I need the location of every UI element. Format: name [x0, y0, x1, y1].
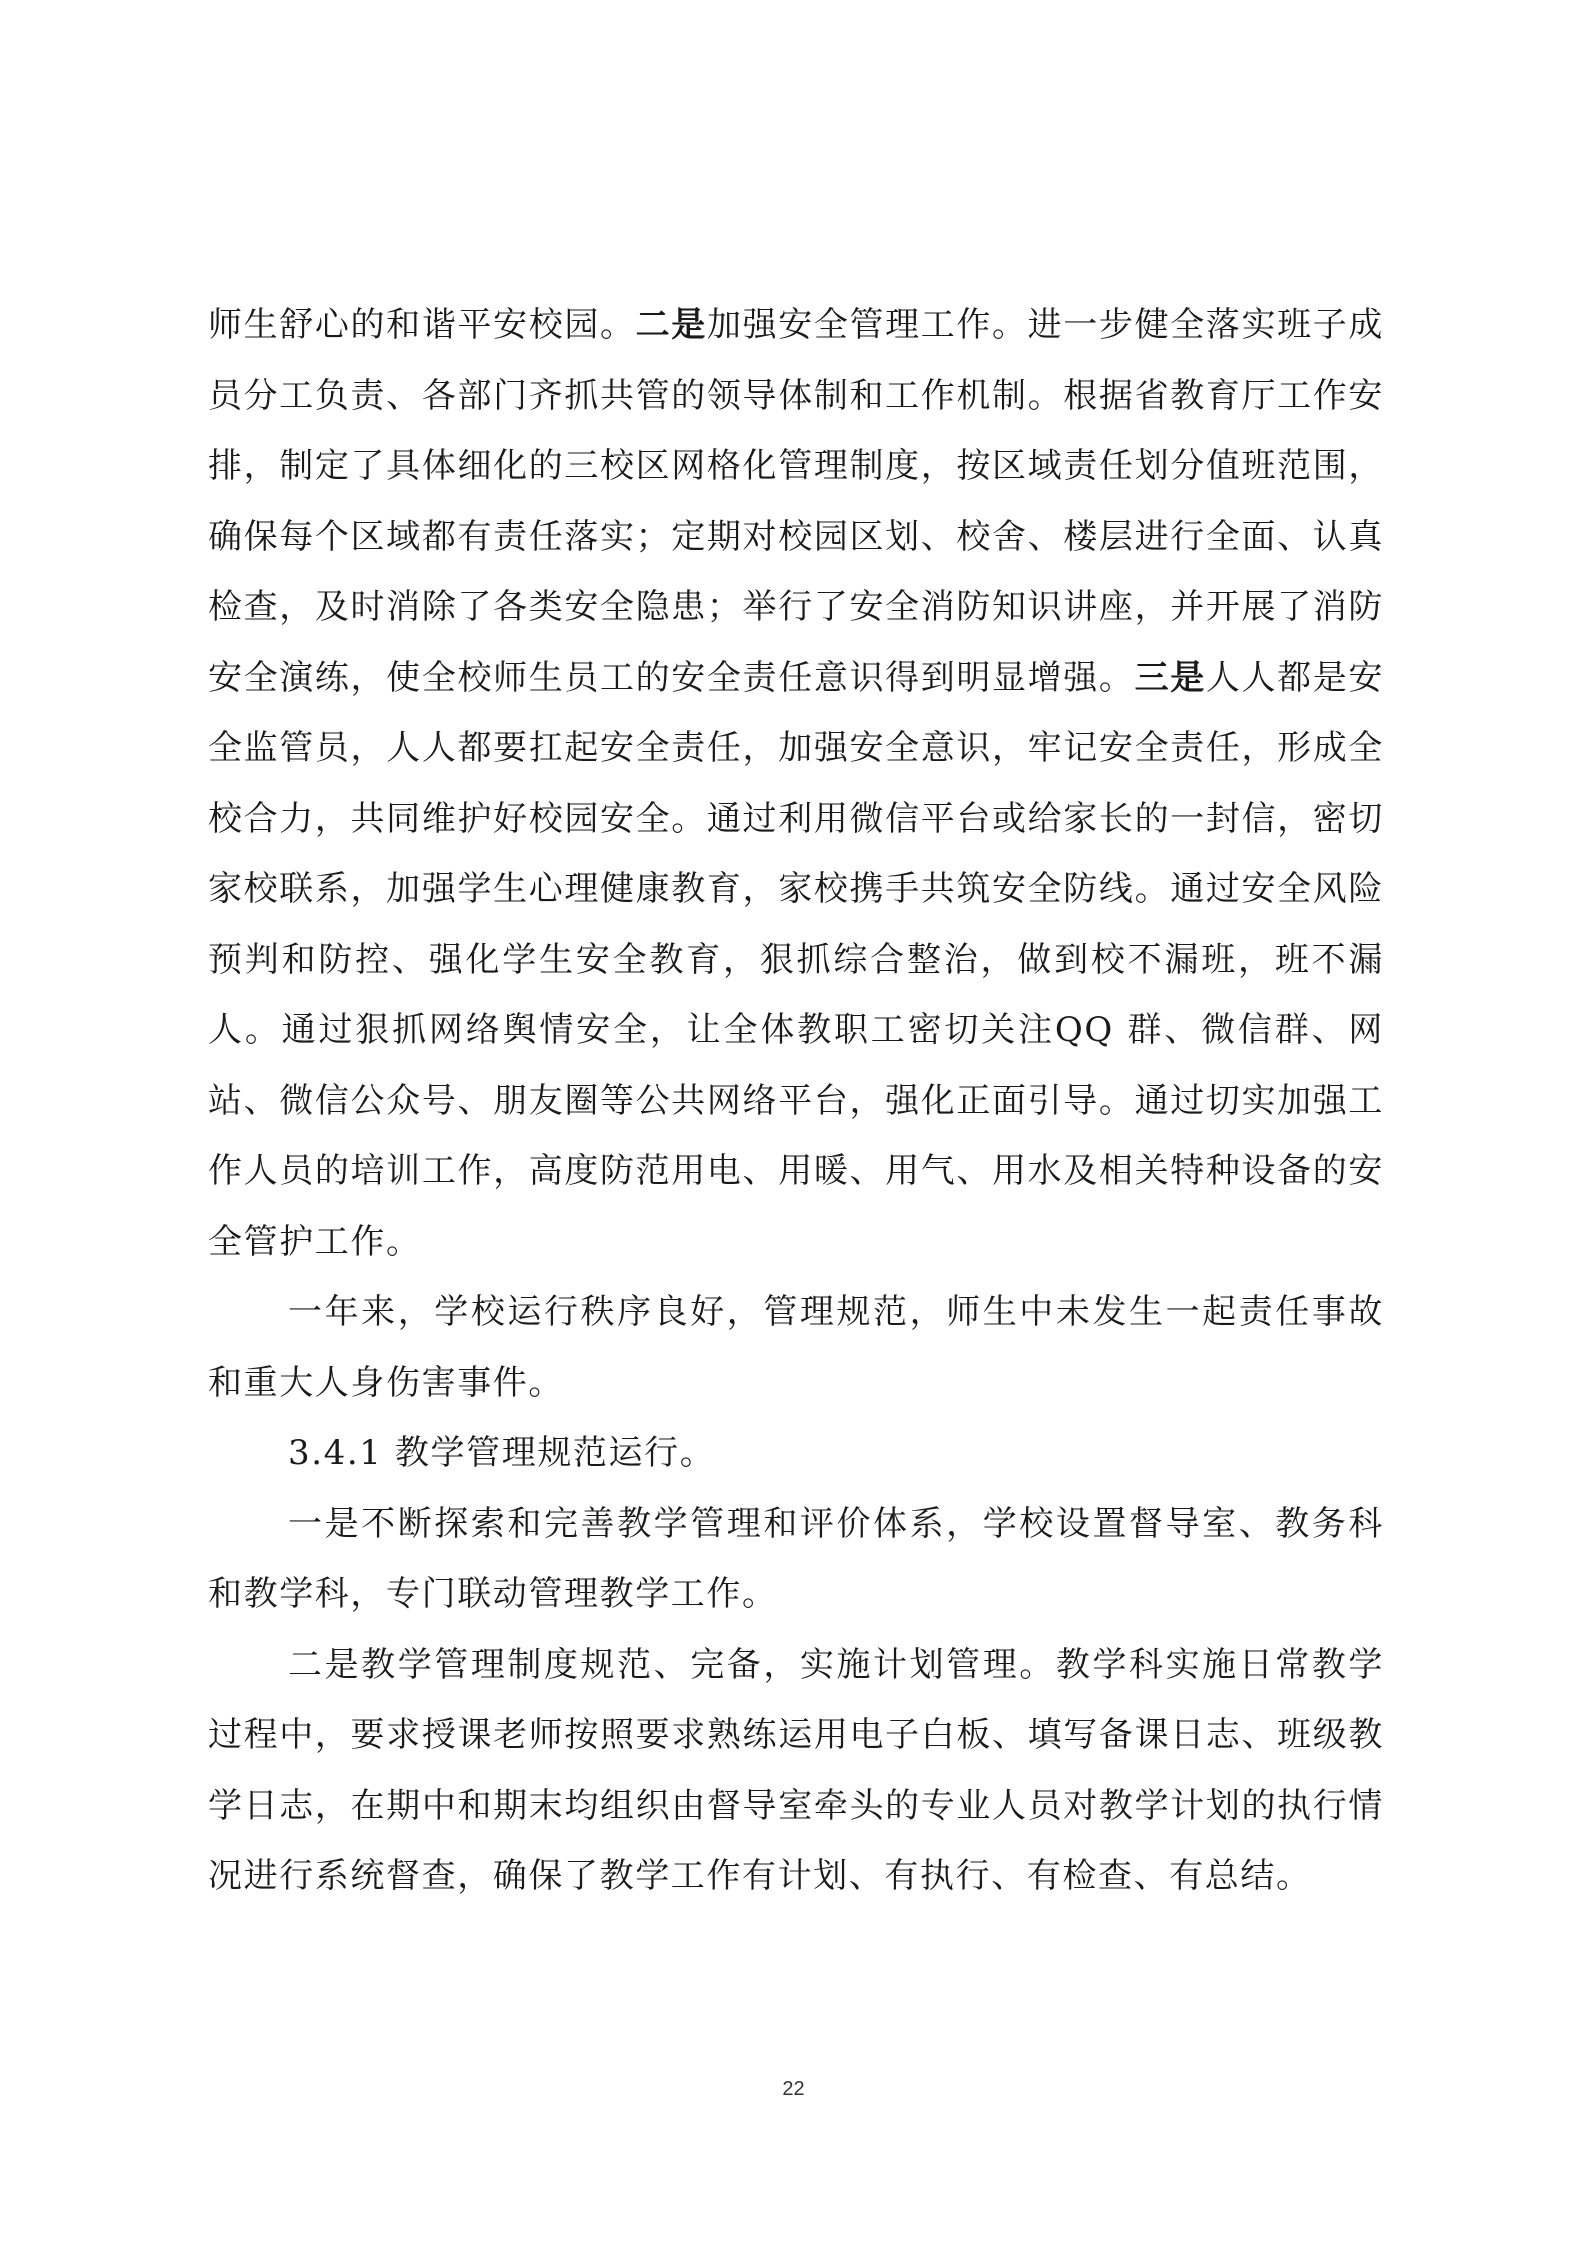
- text-segment: 加强安全管理工作。进一步健全落实班子成员分工负责、各部门齐抓共管的领导体制和工作机制。根据省教育厅工作安排，制定了具体细化的三校区网格化管理制度，按区域责任划分值班范围，确保每个区域都有责任落实；定期对校园区划、校舍、楼层进行全面、认真检查，及时消除了各类安全隐患；举行了安全消防知识讲座，并开展了消防安全演练，使全校师生员工的安全责任意识得到明显增强。: [208, 305, 1385, 698]
- section-heading-3-4-1: [208, 1418, 1384, 1489]
- text-segment: 二是教学管理制度规范、完备，实施计划管理。教学科实施日常教学过程中，要求授课老师按照要求熟练运用电子白板、填写备课日志、班级教学日志，在期中和期末均组织由督导室牵头的专业人员对教学计划的执行情况进行系统督查，确保了教学工作有计划、有执行、有检查、有总结。: [208, 1644, 1384, 1896]
- text-segment: 师生舒心的和谐平安校园。: [208, 305, 636, 345]
- paragraph-teaching-management: [208, 1630, 1384, 1912]
- document-body: [208, 290, 1384, 1912]
- paragraph-safety-management: [208, 290, 1384, 1277]
- page-number: 22: [782, 2078, 805, 2100]
- paragraph-evaluation-system: [208, 1489, 1384, 1630]
- text-segment: 人人都是安全监管员，人人都要扛起安全责任，加强安全意识，牢记安全责任，形成全校合力，共同维护好校园安全。通过利用微信平台或给家长的一封信，密切家校联系，加强学生心理健康教育，家校携手共筑安全防线。通过安全风险预判和防控、强化学生安全教育，狠抓综合整治，做到校不漏班，班不漏人。通过狠抓网络舆情安全，让全体教职工密切关注QQ 群、微信群、网站、微信公众号、朋友圈等公共网络平台，强化正面引导。通过切实加强工作人员的培训工作，高度防范用电、用暖、用气、用水及相关特种设备的安全管护工作。: [208, 657, 1385, 1262]
- paragraph-year-summary: [208, 1277, 1384, 1418]
- text-segment: 一年来，学校运行秩序良好，管理规范，师生中未发生一起责任事故和重大人身伤害事件。: [208, 1292, 1384, 1403]
- text-segment: 3.4.1 教学管理规范运行。: [288, 1433, 716, 1473]
- bold-marker-third: 三是: [1134, 657, 1206, 698]
- bold-marker-second: 二是: [635, 305, 707, 345]
- text-segment: 一是不断探索和完善教学管理和评价体系，学校设置督导室、教务科和教学科，专门联动管理教学工作。: [208, 1503, 1384, 1614]
